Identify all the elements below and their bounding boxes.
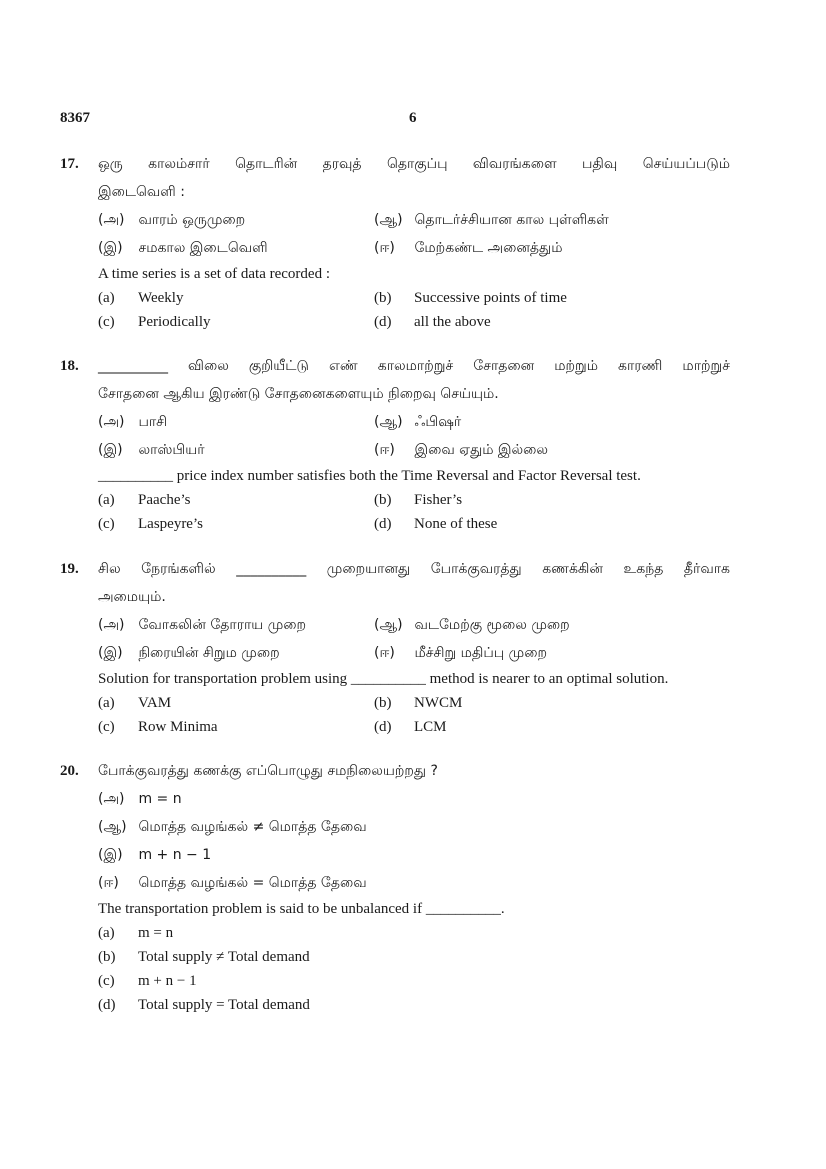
option-d-ta: (ஈ) மேற்கண்ட அனைத்தும் [374, 240, 563, 256]
option-a: (a) VAM [98, 695, 172, 711]
tamil-options-row [98, 408, 730, 436]
option-c-ta: (இ) m + n − 1 [98, 847, 212, 863]
option-a: (a) Weekly [98, 290, 184, 306]
option-c-ta: (இ) லாஸ்பியர் [98, 442, 205, 458]
tamil-question-line: அமையும். [98, 589, 166, 605]
page-number: 6 [409, 110, 417, 126]
tamil-question-line: __________ விலை குறியீட்டு எண் காலமாற்றுச் சோதனை மற்றும் காரணி மாற்றுச் [98, 358, 730, 374]
option-d-ta: (ஈ) இவை ஏதும் இல்லை [374, 442, 549, 458]
option-a-ta: (அ) வாரம் ஒருமுறை [98, 212, 246, 228]
option-b-ta: (ஆ) மொத்த வழங்கல் ≠ மொத்த தேவை [98, 819, 367, 835]
english-options-row [98, 715, 730, 739]
english-question: __________ price index number satisfies both the Time Reversal and Factor Reversal test. [98, 468, 641, 484]
question-18 [60, 352, 730, 536]
option-b: (b) Successive points of time [374, 290, 567, 306]
option-a-ta: (அ) m = n [98, 791, 182, 807]
tamil-options-row [98, 206, 730, 234]
tamil-question-line: சோதனை ஆகிய இரண்டு சோதனைகளையும் நிறைவு செய்யும். [98, 386, 499, 402]
question-number: 19. [60, 561, 79, 577]
tamil-options-row [98, 234, 730, 262]
question-19 [60, 555, 730, 739]
option-d: (d) None of these [374, 516, 498, 532]
option-d: (d) LCM [374, 719, 447, 735]
english-options-row [98, 488, 730, 512]
english-question: Solution for transportation problem using __________ method is nearer to an optimal solution. [98, 671, 669, 687]
option-c: (c) Row Minima [98, 719, 218, 735]
option-c-ta: (இ) நிரையின் சிறும முறை [98, 645, 280, 661]
question-number: 20. [60, 763, 79, 779]
option-c-ta: (இ) சமகால இடைவெளி [98, 240, 268, 256]
option-c: (c) Periodically [98, 314, 211, 330]
option-c: (c) Laspeyre’s [98, 516, 203, 532]
english-options-row [98, 310, 730, 334]
question-number: 18. [60, 358, 79, 374]
option-d-ta: (ஈ) மொத்த வழங்கல் = மொத்த தேவை [98, 875, 367, 891]
paper-code: 8367 [60, 110, 90, 126]
option-b: (b) NWCM [374, 695, 463, 711]
option-b: (b) Fisher’s [374, 492, 463, 508]
option-b-ta: (ஆ) தொடர்ச்சியான கால புள்ளிகள் [374, 212, 609, 228]
option-c: (c) m + n − 1 [98, 973, 197, 989]
option-a: (a) Paache’s [98, 492, 191, 508]
english-options-row [98, 286, 730, 310]
question-number: 17. [60, 156, 79, 172]
tamil-options-row [98, 611, 730, 639]
option-b-ta: (ஆ) ஃபிஷர் [374, 414, 462, 430]
option-a-ta: (அ) பாசி [98, 414, 168, 430]
english-options-row [98, 691, 730, 715]
option-d: (d) Total supply = Total demand [98, 997, 310, 1013]
question-20 [60, 757, 730, 1017]
english-options-row [98, 512, 730, 536]
tamil-options-row [98, 639, 730, 667]
option-a-ta: (அ) வோகலின் தோராய முறை [98, 617, 307, 633]
tamil-question-line: இடைவெளி : [98, 184, 185, 200]
tamil-question-line: சில நேரங்களில் __________ முறையானது போக்குவரத்து கணக்கின் உகந்த தீர்வாக [98, 561, 730, 577]
option-d-ta: (ஈ) மீச்சிறு மதிப்பு முறை [374, 645, 547, 661]
tamil-options-row [98, 436, 730, 464]
english-question: A time series is a set of data recorded : [98, 266, 331, 282]
option-a: (a) m = n [98, 925, 174, 941]
option-b: (b) Total supply ≠ Total demand [98, 949, 310, 965]
option-b-ta: (ஆ) வடமேற்கு மூலை முறை [374, 617, 570, 633]
option-d: (d) all the above [374, 314, 491, 330]
tamil-question-line: போக்குவரத்து கணக்கு எப்பொழுது சமநிலையற்றது ? [98, 763, 438, 779]
english-question: The transportation problem is said to be unbalanced if __________. [98, 901, 505, 917]
tamil-question-line: ஒரு காலம்சார் தொடரின் தரவுத் தொகுப்பு விவரங்களை பதிவு செய்யப்படும் [98, 156, 730, 172]
question-17 [60, 150, 730, 334]
